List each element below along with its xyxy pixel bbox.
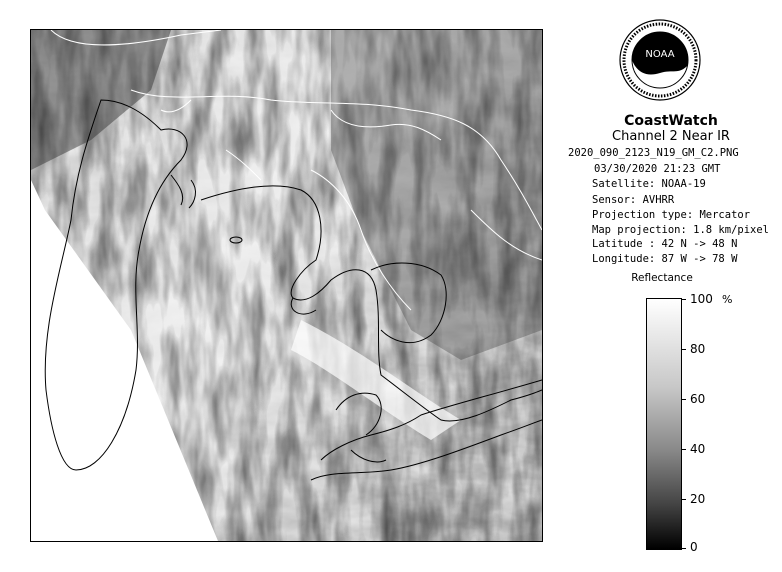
colorbar-tick bbox=[681, 499, 686, 500]
colorbar-tick-label: 60 bbox=[690, 392, 706, 406]
noaa-logo-text: NOAA bbox=[645, 49, 675, 60]
sensor-label: Sensor: AVHRR bbox=[592, 194, 675, 206]
colorbar-title: Reflectance bbox=[631, 272, 693, 284]
reflectance-colorbar bbox=[646, 298, 682, 550]
datetime-label: 03/30/2020 21:23 GMT bbox=[594, 163, 721, 175]
satellite-label: Satellite: NOAA-19 bbox=[592, 178, 706, 190]
colorbar-tick bbox=[681, 299, 686, 300]
colorbar-tick-label: 0 bbox=[690, 540, 698, 554]
colorbar-tick-label: 20 bbox=[690, 492, 706, 506]
map-projection-label: Map projection: 1.8 km/pixel bbox=[592, 224, 770, 236]
noaa-logo bbox=[617, 13, 703, 107]
reflectance-image bbox=[31, 30, 542, 541]
colorbar-tick bbox=[681, 449, 686, 450]
colorbar-tick-label: 40 bbox=[690, 442, 706, 456]
projection-type-label: Projection type: Mercator bbox=[592, 209, 751, 221]
longitude-label: Longitude: 87 W -> 78 W bbox=[592, 253, 738, 265]
latitude-label: Latitude : 42 N -> 48 N bbox=[592, 238, 738, 250]
satellite-map[interactable] bbox=[30, 29, 543, 542]
colorbar-tick bbox=[681, 399, 686, 400]
colorbar-unit: % bbox=[722, 293, 733, 306]
brand-title: CoastWatch bbox=[624, 113, 718, 129]
channel-title: Channel 2 Near IR bbox=[612, 129, 730, 144]
filename-label: 2020_090_2123_N19_GM_C2.PNG bbox=[568, 147, 739, 159]
colorbar-tick bbox=[681, 548, 686, 549]
colorbar-tick-label: 100 bbox=[690, 292, 713, 306]
colorbar-tick bbox=[681, 349, 686, 350]
colorbar-tick-label: 80 bbox=[690, 342, 706, 356]
